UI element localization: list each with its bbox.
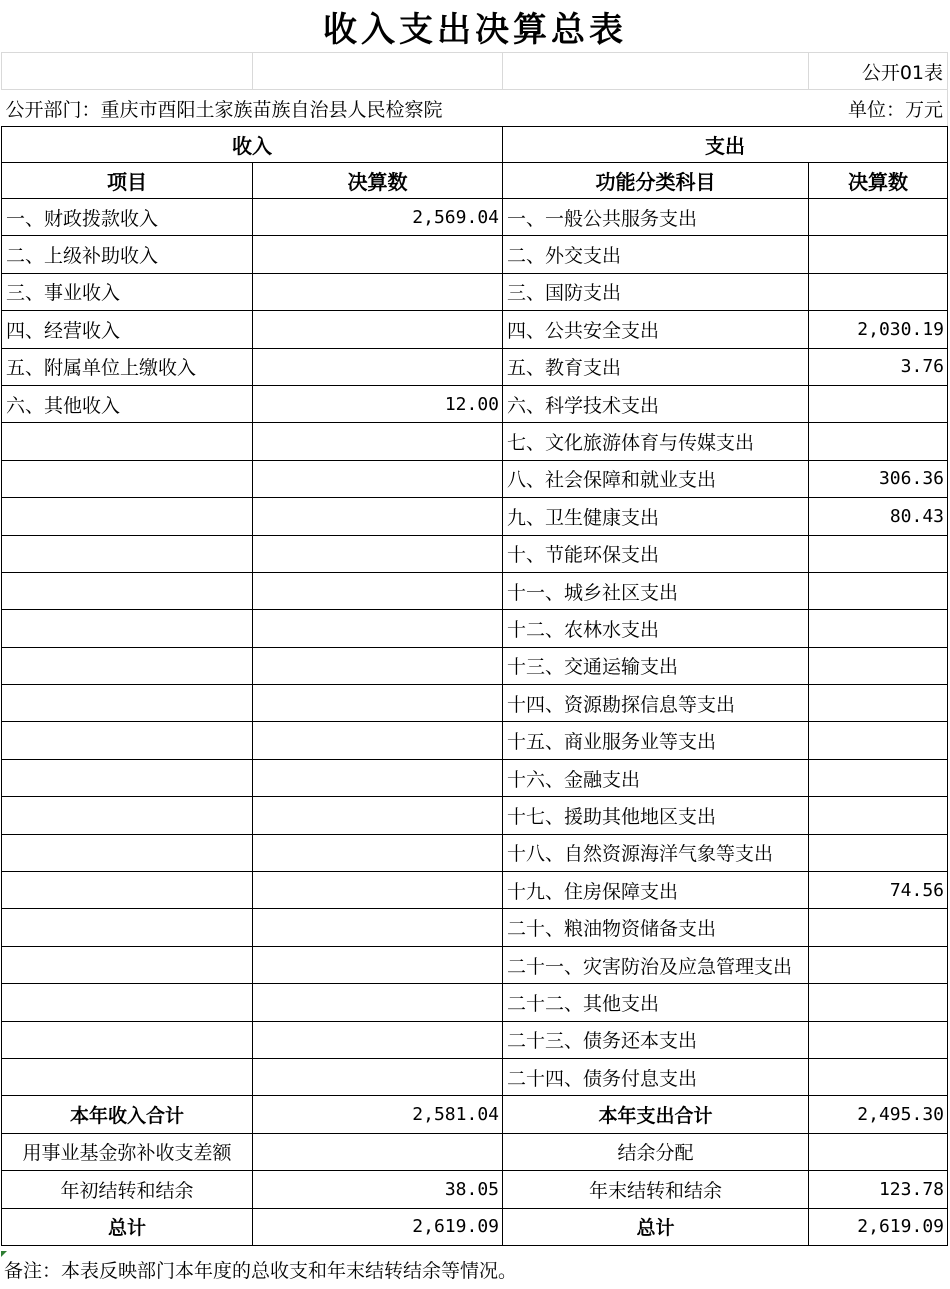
income-item-cell[interactable]: 三、事业收入 bbox=[2, 273, 253, 310]
income-item-cell[interactable]: 五、附属单位上缴收入 bbox=[2, 348, 253, 385]
budget-table bbox=[1, 52, 948, 1246]
expense-item-cell[interactable]: 总计 bbox=[503, 1208, 809, 1245]
expense-item-cell[interactable]: 十四、资源勘探信息等支出 bbox=[503, 685, 809, 722]
income-amount-cell[interactable] bbox=[253, 759, 503, 796]
table-row bbox=[2, 610, 948, 647]
page-title: 收入支出决算总表 bbox=[323, 9, 627, 50]
table-row bbox=[2, 909, 948, 946]
expense-item-cell[interactable]: 十六、金融支出 bbox=[503, 759, 809, 796]
expense-item-cell[interactable]: 十二、农林水支出 bbox=[503, 610, 809, 647]
expense-item-cell[interactable]: 十七、援助其他地区支出 bbox=[503, 797, 809, 834]
table-row bbox=[2, 273, 948, 310]
expense-item-cell[interactable]: 十一、城乡社区支出 bbox=[503, 572, 809, 609]
table-row bbox=[2, 385, 948, 422]
income-amount-cell[interactable] bbox=[253, 572, 503, 609]
income-amount-cell[interactable] bbox=[253, 946, 503, 983]
income-item-cell[interactable] bbox=[2, 909, 253, 946]
table-row bbox=[2, 946, 948, 983]
footnote: 备注：本表反映部门本年度的总收支和年末结转结余等情况。 bbox=[4, 1260, 518, 1282]
income-item-cell[interactable] bbox=[2, 423, 253, 460]
income-item-cell[interactable]: 四、经营收入 bbox=[2, 311, 253, 348]
summary-row bbox=[2, 1208, 948, 1245]
income-item-cell[interactable]: 用事业基金弥补收支差额 bbox=[2, 1133, 253, 1170]
expense-amount-cell[interactable]: 2,619.09 bbox=[809, 1208, 948, 1245]
expense-amount-cell[interactable] bbox=[809, 1058, 948, 1095]
income-item-cell[interactable] bbox=[2, 1058, 253, 1095]
table-row bbox=[2, 1021, 948, 1058]
expense-item-cell[interactable]: 二十三、债务还本支出 bbox=[503, 1021, 809, 1058]
expense-item-cell[interactable]: 六、科学技术支出 bbox=[503, 385, 809, 422]
income-amount-cell[interactable] bbox=[253, 685, 503, 722]
income-item-cell[interactable] bbox=[2, 647, 253, 684]
table-row bbox=[2, 311, 948, 348]
empty-cell[interactable] bbox=[503, 53, 809, 90]
income-item-cell[interactable]: 二、上级补助收入 bbox=[2, 236, 253, 273]
income-amount-cell[interactable] bbox=[253, 423, 503, 460]
expense-amount-cell[interactable] bbox=[809, 610, 948, 647]
income-item-cell[interactable] bbox=[2, 1021, 253, 1058]
expense-amount-cell[interactable]: 74.56 bbox=[809, 872, 948, 909]
income-amount-cell[interactable] bbox=[253, 460, 503, 497]
income-amount-cell[interactable]: 12.00 bbox=[253, 385, 503, 422]
table-row bbox=[2, 423, 948, 460]
income-item-cell[interactable] bbox=[2, 610, 253, 647]
income-item-cell[interactable] bbox=[2, 498, 253, 535]
expense-item-cell[interactable]: 年末结转和结余 bbox=[503, 1171, 809, 1208]
income-amount-cell[interactable] bbox=[253, 722, 503, 759]
income-header[interactable]: 收入 bbox=[2, 127, 503, 163]
income-amount-cell[interactable] bbox=[253, 984, 503, 1021]
form-code[interactable]: 公开01表 bbox=[809, 53, 948, 90]
income-amount-cell[interactable] bbox=[253, 535, 503, 572]
amount-header[interactable]: 决算数 bbox=[253, 163, 503, 199]
income-amount-cell[interactable] bbox=[253, 1021, 503, 1058]
department-row bbox=[2, 90, 948, 127]
expense-amount-cell[interactable] bbox=[809, 722, 948, 759]
table-row bbox=[2, 199, 948, 236]
empty-cell[interactable] bbox=[503, 90, 809, 127]
func-category-header[interactable]: 功能分类科目 bbox=[503, 163, 809, 199]
income-amount-cell[interactable] bbox=[253, 273, 503, 310]
amount-header[interactable]: 决算数 bbox=[809, 163, 948, 199]
expense-amount-cell[interactable] bbox=[809, 685, 948, 722]
table-row bbox=[2, 647, 948, 684]
summary-row bbox=[2, 1096, 948, 1133]
expense-amount-cell[interactable] bbox=[809, 946, 948, 983]
expense-item-cell[interactable]: 十八、自然资源海洋气象等支出 bbox=[503, 834, 809, 871]
income-item-cell[interactable]: 总计 bbox=[2, 1208, 253, 1245]
expense-amount-cell[interactable] bbox=[809, 759, 948, 796]
income-amount-cell[interactable] bbox=[253, 872, 503, 909]
table-row bbox=[2, 572, 948, 609]
table-row bbox=[2, 722, 948, 759]
expense-item-cell[interactable]: 九、卫生健康支出 bbox=[503, 498, 809, 535]
income-amount-cell[interactable] bbox=[253, 236, 503, 273]
income-item-cell[interactable] bbox=[2, 946, 253, 983]
expense-item-cell[interactable]: 二十一、灾害防治及应急管理支出 bbox=[503, 946, 809, 983]
income-item-cell[interactable]: 一、财政拨款收入 bbox=[2, 199, 253, 236]
section-header-row bbox=[2, 127, 948, 163]
expense-item-cell[interactable]: 一、一般公共服务支出 bbox=[503, 199, 809, 236]
expense-item-cell[interactable]: 二、外交支出 bbox=[503, 236, 809, 273]
table-row bbox=[2, 797, 948, 834]
empty-cell[interactable] bbox=[2, 53, 253, 90]
unit-label[interactable]: 单位：万元 bbox=[809, 90, 948, 127]
income-amount-cell[interactable] bbox=[253, 1058, 503, 1095]
expense-amount-cell[interactable] bbox=[809, 909, 948, 946]
expense-item-cell[interactable]: 十九、住房保障支出 bbox=[503, 872, 809, 909]
expense-amount-cell[interactable] bbox=[809, 385, 948, 422]
expense-item-cell[interactable]: 本年支出合计 bbox=[503, 1096, 809, 1133]
summary-row bbox=[2, 1133, 948, 1170]
income-amount-cell[interactable] bbox=[253, 311, 503, 348]
expense-amount-cell[interactable] bbox=[809, 1021, 948, 1058]
expense-item-cell[interactable]: 二十四、债务付息支出 bbox=[503, 1058, 809, 1095]
table-row bbox=[2, 236, 948, 273]
table-row bbox=[2, 348, 948, 385]
expense-amount-cell[interactable] bbox=[809, 199, 948, 236]
income-item-cell[interactable] bbox=[2, 834, 253, 871]
department-label[interactable]: 公开部门：重庆市酉阳土家族苗族自治县人民检察院 bbox=[2, 90, 503, 127]
income-item-cell[interactable] bbox=[2, 722, 253, 759]
expense-amount-cell[interactable] bbox=[809, 572, 948, 609]
expense-amount-cell[interactable] bbox=[809, 423, 948, 460]
expense-amount-cell[interactable] bbox=[809, 834, 948, 871]
expense-amount-cell[interactable] bbox=[809, 647, 948, 684]
expense-item-cell[interactable]: 十、节能环保支出 bbox=[503, 535, 809, 572]
expense-amount-cell[interactable] bbox=[809, 797, 948, 834]
income-amount-cell[interactable]: 2,581.04 bbox=[253, 1096, 503, 1133]
expense-amount-cell[interactable]: 80.43 bbox=[809, 498, 948, 535]
expense-amount-cell[interactable]: 2,030.19 bbox=[809, 311, 948, 348]
expense-item-cell[interactable]: 十五、商业服务业等支出 bbox=[503, 722, 809, 759]
income-amount-cell[interactable] bbox=[253, 610, 503, 647]
expense-item-cell[interactable]: 五、教育支出 bbox=[503, 348, 809, 385]
expense-item-cell[interactable]: 二十二、其他支出 bbox=[503, 984, 809, 1021]
income-item-cell[interactable] bbox=[2, 984, 253, 1021]
expense-amount-cell[interactable] bbox=[809, 236, 948, 273]
expense-item-cell[interactable]: 结余分配 bbox=[503, 1133, 809, 1170]
income-item-cell[interactable]: 六、其他收入 bbox=[2, 385, 253, 422]
expense-item-cell[interactable]: 十三、交通运输支出 bbox=[503, 647, 809, 684]
income-amount-cell[interactable] bbox=[253, 348, 503, 385]
income-amount-cell[interactable]: 2,569.04 bbox=[253, 199, 503, 236]
expense-amount-cell[interactable]: 2,495.30 bbox=[809, 1096, 948, 1133]
table-row bbox=[2, 759, 948, 796]
expense-amount-cell[interactable] bbox=[809, 1133, 948, 1170]
income-amount-cell[interactable] bbox=[253, 909, 503, 946]
expense-item-cell[interactable]: 七、文化旅游体育与传媒支出 bbox=[503, 423, 809, 460]
income-item-cell[interactable] bbox=[2, 872, 253, 909]
table-row bbox=[2, 834, 948, 871]
income-item-cell[interactable] bbox=[2, 572, 253, 609]
expense-amount-cell[interactable]: 3.76 bbox=[809, 348, 948, 385]
column-header-row bbox=[2, 163, 948, 199]
expense-header[interactable]: 支出 bbox=[503, 127, 948, 163]
expense-amount-cell[interactable] bbox=[809, 984, 948, 1021]
income-amount-cell[interactable]: 38.05 bbox=[253, 1171, 503, 1208]
income-amount-cell[interactable] bbox=[253, 498, 503, 535]
table-row bbox=[2, 1058, 948, 1095]
income-amount-cell[interactable] bbox=[253, 834, 503, 871]
form-code-row bbox=[2, 53, 948, 90]
expense-item-cell[interactable]: 二十、粮油物资储备支出 bbox=[503, 909, 809, 946]
table-row bbox=[2, 685, 948, 722]
income-item-cell[interactable] bbox=[2, 685, 253, 722]
income-item-cell[interactable] bbox=[2, 759, 253, 796]
income-amount-cell[interactable]: 2,619.09 bbox=[253, 1208, 503, 1245]
table-row bbox=[2, 498, 948, 535]
table-row bbox=[2, 460, 948, 497]
income-item-cell[interactable]: 本年收入合计 bbox=[2, 1096, 253, 1133]
income-item-cell[interactable]: 年初结转和结余 bbox=[2, 1171, 253, 1208]
income-item-cell[interactable] bbox=[2, 460, 253, 497]
item-header[interactable]: 项目 bbox=[2, 163, 253, 199]
empty-cell[interactable] bbox=[253, 53, 503, 90]
table-row bbox=[2, 984, 948, 1021]
table-row bbox=[2, 872, 948, 909]
table-row bbox=[2, 535, 948, 572]
expense-item-cell[interactable]: 三、国防支出 bbox=[503, 273, 809, 310]
income-amount-cell[interactable] bbox=[253, 797, 503, 834]
expense-item-cell[interactable]: 八、社会保障和就业支出 bbox=[503, 460, 809, 497]
expense-item-cell[interactable]: 四、公共安全支出 bbox=[503, 311, 809, 348]
income-amount-cell[interactable] bbox=[253, 1133, 503, 1170]
income-item-cell[interactable] bbox=[2, 535, 253, 572]
summary-row bbox=[2, 1171, 948, 1208]
expense-amount-cell[interactable]: 306.36 bbox=[809, 460, 948, 497]
expense-amount-cell[interactable] bbox=[809, 273, 948, 310]
expense-amount-cell[interactable]: 123.78 bbox=[809, 1171, 948, 1208]
income-item-cell[interactable] bbox=[2, 797, 253, 834]
expense-amount-cell[interactable] bbox=[809, 535, 948, 572]
income-amount-cell[interactable] bbox=[253, 647, 503, 684]
